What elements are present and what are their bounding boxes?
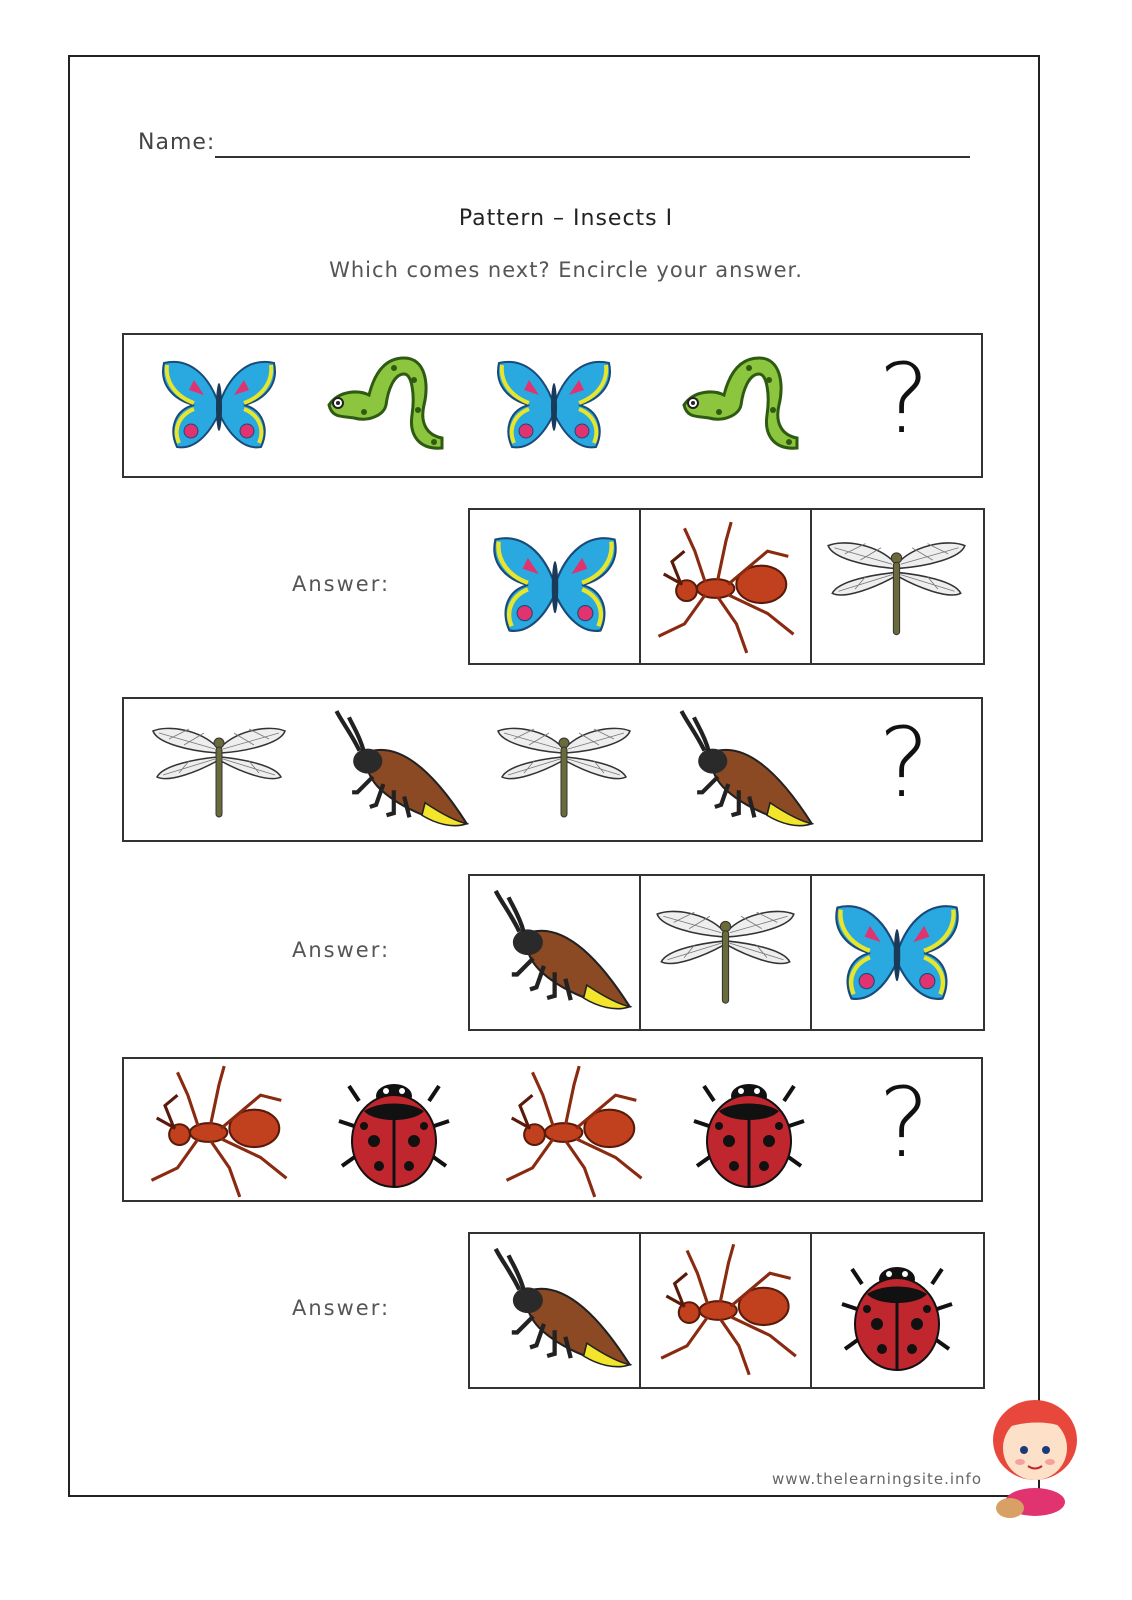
worksheet-title: Pattern – Insects I bbox=[458, 206, 674, 231]
answer-options-3 bbox=[468, 1232, 985, 1389]
question-mark: ? bbox=[878, 707, 930, 819]
ladybug-icon bbox=[319, 1059, 469, 1200]
answer-option-dragonfly[interactable] bbox=[641, 876, 812, 1029]
name-field-line[interactable] bbox=[215, 156, 970, 158]
firefly-icon bbox=[319, 699, 469, 840]
question-mark: ? bbox=[878, 1067, 930, 1179]
answer-options-2 bbox=[468, 874, 985, 1031]
answer-label: Answer: bbox=[292, 1296, 391, 1320]
answer-label: Answer: bbox=[292, 572, 391, 596]
caterpillar-icon bbox=[309, 335, 459, 476]
ant-icon bbox=[144, 1059, 294, 1200]
pattern-row-1 bbox=[122, 333, 983, 478]
question-mark: ? bbox=[878, 343, 930, 455]
answer-option-ladybug[interactable] bbox=[812, 1234, 983, 1387]
butterfly-icon bbox=[144, 335, 294, 476]
pattern-row-2 bbox=[122, 697, 983, 842]
ladybug-icon bbox=[674, 1059, 824, 1200]
caterpillar-icon bbox=[664, 335, 814, 476]
dragonfly-icon bbox=[489, 699, 639, 840]
answer-option-butterfly[interactable] bbox=[812, 876, 983, 1029]
pattern-row-3 bbox=[122, 1057, 983, 1202]
worksheet-instruction: Which comes next? Encircle your answer. bbox=[329, 258, 803, 282]
answer-option-firefly[interactable] bbox=[470, 876, 641, 1029]
firefly-icon bbox=[664, 699, 814, 840]
answer-option-ant[interactable] bbox=[641, 1234, 812, 1387]
girl-mascot-icon bbox=[980, 1390, 1090, 1520]
answer-options-1 bbox=[468, 508, 985, 665]
answer-label: Answer: bbox=[292, 938, 391, 962]
name-label: Name: bbox=[138, 130, 216, 155]
answer-option-firefly[interactable] bbox=[470, 1234, 641, 1387]
dragonfly-icon bbox=[144, 699, 294, 840]
footer-url: www.thelearningsite.info bbox=[772, 1470, 982, 1488]
answer-option-butterfly[interactable] bbox=[470, 510, 641, 663]
butterfly-icon bbox=[479, 335, 629, 476]
ant-icon bbox=[499, 1059, 649, 1200]
answer-option-dragonfly[interactable] bbox=[812, 510, 983, 663]
answer-option-ant[interactable] bbox=[641, 510, 812, 663]
